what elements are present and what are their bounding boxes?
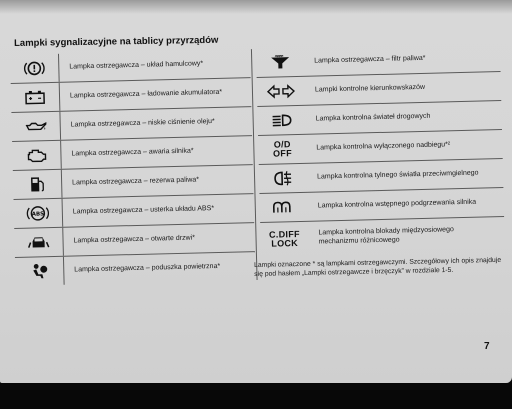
row-label: Lampka kontrolna tylnego światła przeciwmgielnego xyxy=(316,169,479,181)
row-label: Lampka ostrzegawcza – otwarte drzwi* xyxy=(73,234,195,245)
svg-text:ABS: ABS xyxy=(31,211,45,218)
row-label: Lampka ostrzegawcza – awaria silnika* xyxy=(71,147,194,158)
diff-lock-icon xyxy=(260,222,309,257)
footnote: Lampki oznaczone * są lampkami ostrzegawczymi. Szczegółowy ich opis znajduje się pod hasłem „Lampki ostrzegawcze i brzęczyk” w rozdziale 1-5. xyxy=(254,256,502,278)
indicator-table xyxy=(10,43,512,290)
oil-can-icon xyxy=(11,112,61,141)
row-label: Lampki kontrolne kierunkowskazów xyxy=(314,83,426,94)
row-label: Lampka ostrzegawcza – poduszka powietrzna* xyxy=(74,262,221,274)
turn-signal-icon xyxy=(257,77,306,106)
high-beam-icon xyxy=(257,106,306,135)
diff-lock-label: C.DIFF LOCK xyxy=(268,228,300,249)
page-number: 7 xyxy=(484,341,490,352)
dark-background xyxy=(0,383,512,409)
fuel-pump-icon xyxy=(13,170,63,199)
brake-warning-icon xyxy=(10,54,60,83)
row-label: Lampka ostrzegawcza – usterka układu ABS* xyxy=(72,204,215,216)
od-off-label: O/D OFF xyxy=(272,138,293,159)
row-label: Lampka kontrolna świateł drogowych xyxy=(315,112,431,123)
battery-icon xyxy=(11,83,61,112)
row-label: Lampka ostrzegawcza – filtr paliwa* xyxy=(314,54,426,65)
table-row xyxy=(15,252,256,286)
engine-icon xyxy=(12,141,62,170)
abs-icon xyxy=(14,199,64,228)
airbag-icon xyxy=(15,257,65,286)
fuel-filter-icon xyxy=(256,48,305,77)
row-label: Lampka ostrzegawcza – niskie ciśnienie oleju* xyxy=(70,117,215,129)
glow-plug-icon xyxy=(259,193,308,222)
page-heading: Lampki sygnalizacyjne na tablicy przyrządów xyxy=(14,34,219,49)
door-open-icon xyxy=(14,228,64,257)
row-label: Lampka ostrzegawcza – rezerwa paliwa* xyxy=(72,176,200,187)
row-label: Lampka kontrolna wstępnego podgrzewania silnika xyxy=(317,198,477,210)
table-row xyxy=(260,217,505,257)
od-off-icon xyxy=(258,135,307,164)
row-label: Lampka kontrolna wyłączonego nadbiegu*² xyxy=(316,140,451,152)
rear-fog-icon xyxy=(259,164,308,193)
row-label: Lampka kontrolna blokady międzyosiowego mechanizmu różnicowego xyxy=(318,226,454,246)
row-label: Lampka ostrzegawcza – układ hamulcowy* xyxy=(69,59,204,71)
row-label: Lampka ostrzegawcza – ładowanie akumulatora* xyxy=(69,88,223,100)
page-shadow xyxy=(0,0,512,14)
